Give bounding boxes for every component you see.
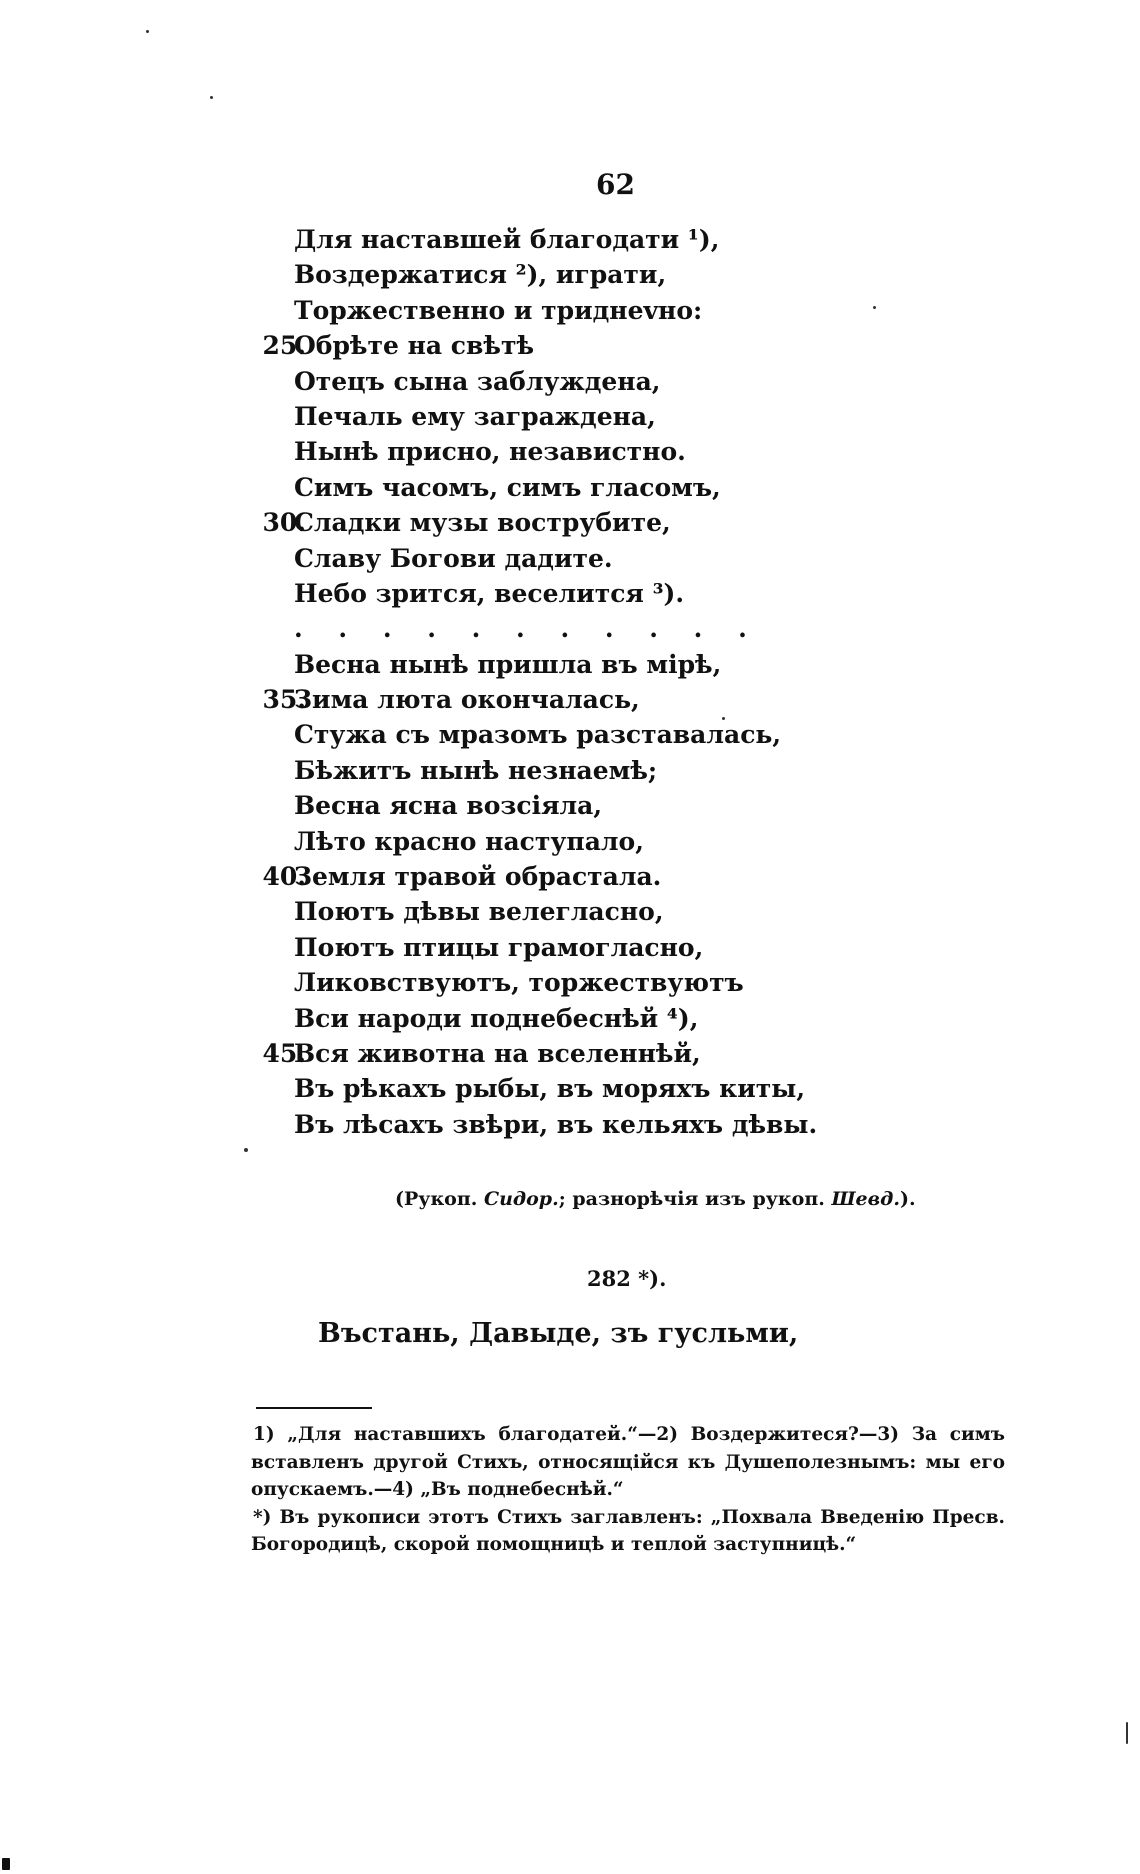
- poem-line: [0, 717, 1140, 752]
- scan-speck: [244, 1148, 248, 1152]
- source-manuscript-2: Шевд.: [831, 1188, 900, 1210]
- poem-line: [0, 328, 1140, 363]
- poem-line: [0, 682, 1140, 717]
- line-text: Нынѣ присно, независтно.: [294, 437, 686, 467]
- poem-line: [0, 1001, 1140, 1036]
- line-text: Обрѣте на свѣтѣ: [294, 331, 535, 361]
- source-citation: [395, 1188, 916, 1210]
- scan-speck: [1126, 1722, 1128, 1744]
- line-text: Весна ясна возсіяла,: [294, 791, 603, 821]
- poem-line: [0, 788, 1140, 823]
- poem-line: [0, 293, 1140, 328]
- line-text: Отецъ сына заблуждена,: [294, 366, 661, 396]
- line-text: Сладки музы вострубите,: [294, 508, 671, 538]
- line-text: Печаль ему заграждена,: [294, 401, 656, 431]
- line-text: Для наставшей благодати ¹),: [294, 225, 720, 254]
- line-text: Вси народи поднебеснѣй ⁴),: [294, 1003, 699, 1033]
- poem-text: [0, 222, 1140, 1142]
- line-text: Въ лѣсахъ звѣри, въ кельяхъ дѣвы.: [294, 1109, 818, 1139]
- scan-speck: [2, 1858, 10, 1870]
- scan-speck: [722, 717, 725, 720]
- poem-line: [0, 364, 1140, 399]
- poem-line: [0, 576, 1140, 611]
- footnotes: [251, 1421, 1005, 1559]
- poem-line: [0, 257, 1140, 292]
- line-number: 25.: [262, 331, 306, 361]
- line-text: Лѣто красно наступало,: [294, 826, 644, 856]
- line-text: Небо зрится, веселится ³).: [294, 578, 685, 608]
- line-text: Земля травой обрастала.: [294, 862, 662, 892]
- poem-line: [0, 470, 1140, 505]
- page-number: 62: [596, 168, 635, 201]
- scan-speck: [146, 30, 149, 33]
- source-part-2: ; разнорѣчія изъ рукоп.: [558, 1188, 832, 1210]
- footnote-divider: [256, 1407, 372, 1409]
- poem-line: [0, 894, 1140, 929]
- poem-line: [0, 505, 1140, 540]
- poem-line: [0, 1107, 1140, 1142]
- poem-line: [0, 541, 1140, 576]
- footnote-numbered: 1) „Для наставшихъ благодатей.“—2) Воздержитеся?—3) За симъ вставленъ другой Стихъ, относящійся къ Душеполезнымъ: мы его опускаемъ.—4) „Въ поднебеснѣй.“: [251, 1424, 1005, 1500]
- line-text: Въ рѣкахъ рыбы, въ моряхъ киты,: [294, 1074, 806, 1104]
- line-text: Славу Богови дадите.: [294, 543, 613, 573]
- line-number: 30.: [262, 508, 306, 538]
- poem-line: [0, 753, 1140, 788]
- source-part-1: (Рукоп.: [395, 1188, 484, 1210]
- scan-speck: [873, 306, 876, 309]
- line-number: 45.: [262, 1038, 306, 1068]
- line-text: Ликовствуютъ, торжествуютъ: [294, 968, 744, 998]
- poem-line: [0, 222, 1140, 257]
- line-number: 35.: [262, 685, 306, 715]
- line-text: Бѣжитъ нынѣ незнаемѣ;: [294, 755, 658, 785]
- poem-line: [0, 1036, 1140, 1071]
- poem-line: [0, 1071, 1140, 1106]
- line-text: Поютъ птицы грамогласно,: [294, 932, 704, 962]
- line-text: Вся животна на вселеннѣй,: [294, 1038, 701, 1068]
- footnote-asterisk: *) Въ рукописи этотъ Стихъ заглавленъ: „Похвала Введенію Пресв. Богородицѣ, скорой помощницѣ и теплой заступницѣ.“: [251, 1506, 1005, 1555]
- poem-line: [0, 824, 1140, 859]
- entry-number: 282 *).: [587, 1266, 667, 1291]
- scan-speck: [210, 96, 213, 99]
- line-text: Весна нынѣ пришла въ мірѣ,: [294, 649, 722, 679]
- line-text: Зима люта окончалась,: [294, 685, 640, 715]
- source-part-3: ).: [899, 1188, 916, 1210]
- next-poem-first-line: Въстань, Давыде, зъ гусльми,: [318, 1318, 799, 1349]
- poem-line: [0, 647, 1140, 682]
- line-text: Торжественно и триднevно:: [294, 295, 703, 325]
- poem-line: [0, 611, 1140, 646]
- line-text: . . . . . . . . . . .: [294, 614, 761, 644]
- line-number: 40.: [262, 862, 306, 892]
- line-text: Симъ часомъ, симъ гласомъ,: [294, 472, 721, 502]
- poem-line: [0, 965, 1140, 1000]
- poem-line: [0, 399, 1140, 434]
- poem-line: [0, 930, 1140, 965]
- source-manuscript-1: Сидор.: [483, 1188, 559, 1210]
- line-text: Воздержатися ²), играти,: [294, 260, 667, 290]
- line-text: Стужа съ мразомъ разставалась,: [294, 720, 782, 750]
- line-text: Поютъ дѣвы велегласно,: [294, 897, 664, 927]
- poem-line: [0, 434, 1140, 469]
- poem-line: [0, 859, 1140, 894]
